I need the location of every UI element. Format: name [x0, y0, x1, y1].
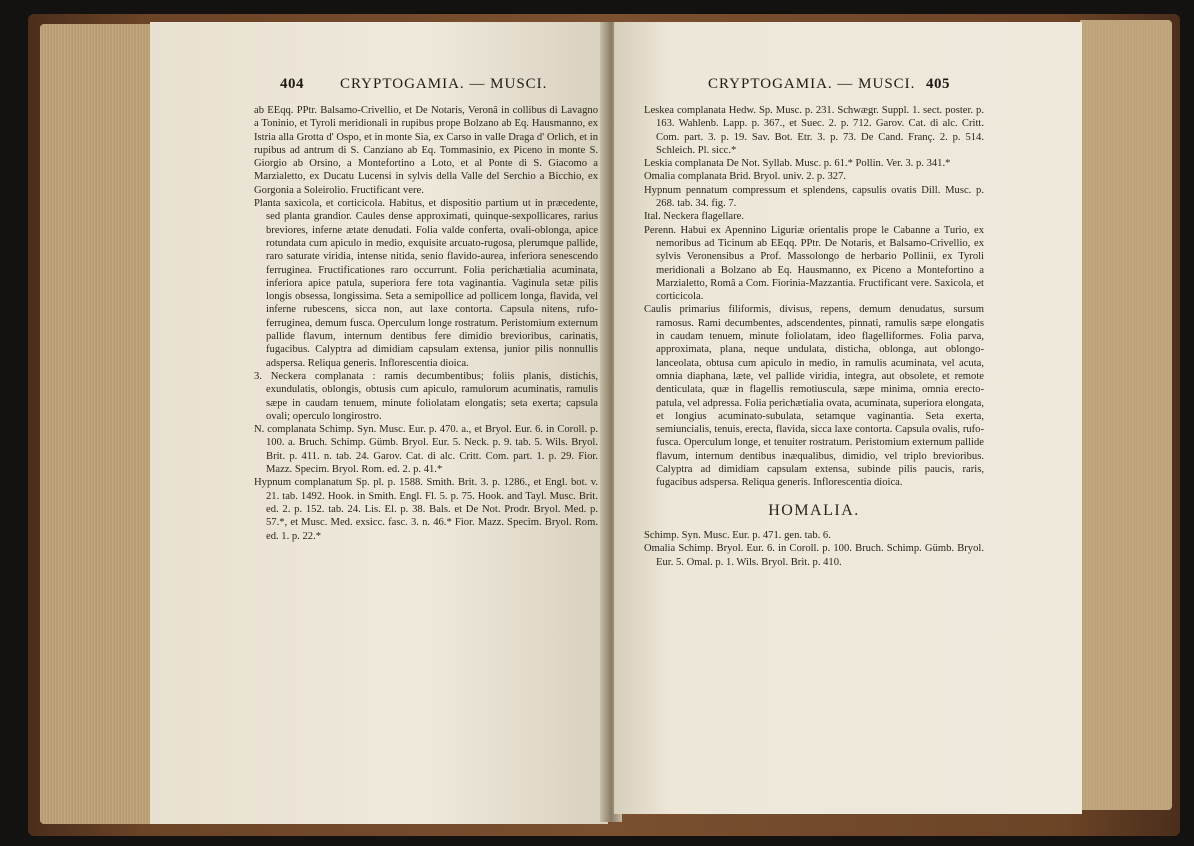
paragraph: Planta saxicola, et corticicola. Habitus, et dispositio partium ut in præcedente, sed planta grandior. Caules dense approximati, quinque-sexpollicares, rarius breviores, inferne ætate denudati. Folia valde conferta, ovali-oblonga, apice rotundata cum apiculo in medio, exquisite arcuato-rugosa, plerumque pallide, raro saturate viridia, intense nitida, senio flavido-aurea, inferiora senescendo ferruginea. Fructificationes raro occurrunt. Folia perichætialia acuminata, inferiora apice patula, superiora fere tota vaginantia. Vaginula setæ pilis longis obsessa, longissima. Seta a semipollice ad pollicem longa, flavida, vel inferne rubescens, sicca non, aut laxe contorta. Capsula nitens, rufo-ferruginea, demum fusca. Operculum longe rostratum. Peristomium externum pallide flavum, internum dentibus fere dimidio brevioribus, carinatis, fugacibus. Calyptra ad dimidiam capsulam extensa, junior pilis nonnullis adspersa. Reliqua generis. Inflorescentia dioica.: [254, 198, 598, 369]
paragraph: Omalia Schimp. Bryol. Eur. 6. in Coroll. p. 100. Bruch. Schimp. Gümb. Bryol. Eur. 5. Omal. p. 1. Wils. Bryol. Brit. p. 410.: [644, 543, 984, 568]
left-page-number: 404: [280, 76, 304, 92]
right-running-head: CRYPTOGAMIA. — MUSCI.: [708, 76, 916, 92]
right-page-text: [644, 104, 984, 569]
left-running-head: CRYPTOGAMIA. — MUSCI.: [340, 76, 548, 92]
paragraph: Ital. Neckera flagellare.: [644, 211, 744, 223]
paragraph: Leskea complanata Hedw. Sp. Musc. p. 231. Schwægr. Suppl. 1. sect. poster. p. 163. Wahlenb. Lapp. p. 367., et Suec. 2. p. 712. Garov. Cat. di alc. Critt. Com. part. 3. p. 19. Sav. Bot. Etr. 3. p. 73. De Cand. Franç. 2. p. 514. Schleich. Pl. sicc.*: [644, 105, 984, 156]
right-page: [614, 22, 1082, 814]
paragraph: Hypnum pennatum compressum et splendens, capsulis ovatis Dill. Musc. p. 268. tab. 34. fig. 7.: [644, 184, 984, 210]
paragraph: Perenn. Habui ex Apennino Liguriæ orientalis prope le Cabanne a Turio, ex nemoribus ad Ticinum ab EEqq. PPtr. De Notaris, et Balsamo-Crivellio, ex sylvis Veronensibus a Prof. Massolongo de herbario Pollinii, ex Tyroli meridionali a Bolzano ab Eq. Hausmanno, ex Piceno a Montefortino a Marzialetto, Româ a Com. Fiorinia-Mazzantia. Fructificant vere. Saxicola, et corticicola.: [644, 224, 984, 303]
right-page-edges: [1080, 20, 1172, 810]
paragraph: Schimp. Syn. Musc. Eur. p. 471. gen. tab. 6.: [644, 529, 831, 541]
left-page-edges: [40, 24, 150, 824]
paragraph: Hypnum complanatum Sp. pl. p. 1588. Smith. Brit. 3. p. 1286., et Engl. bot. v. 21. tab. 1492. Hook. in Smith. Engl. Fl. 5. p. 75. Hook. and Tayl. Musc. Brit. ed. 2. p. 152. tab. 24. Lis. El. p. 38. Bals. et De Not. Prodr. Bryol. Med. p. 57.*, et Musc. Med. exsicc. fasc. 3. n. 46.* Fior. Mazz. Specim. Bryol. Rom. ed. 1. p. 22.*: [254, 477, 598, 542]
paragraph: Leskia complanata De Not. Syllab. Musc. p. 61.* Pollin. Ver. 3. p. 341.*: [644, 158, 951, 170]
paragraph: N. complanata Schimp. Syn. Musc. Eur. p. 470. a., et Bryol. Eur. 6. in Coroll. p. 100. a. Bruch. Schimp. Gümb. Bryol. Eur. 5. Neck. p. 9. tab. 5. Wils. Bryol. Brit. p. 411. n. tab. 24. Garov. Cat. di alc. Critt. Com. part. 1. p. 29. Fior. Mazz. Specim. Bryol. Rom. ed. 2. p. 41.*: [254, 424, 598, 476]
paragraph: Omalia complanata Brid. Bryol. univ. 2. p. 327.: [644, 171, 847, 183]
section-heading: HOMALIA.: [768, 501, 860, 519]
paragraph: 3. Neckera complanata : ramis decumbentibus; foliis planis, distichis, exundulatis, oblongis, obtusis cum apiculo, ramulorum acuminatis, ramulis sæpe in caudam tenuem, minute foliolatam elongatis; seta exerta; capsula ovali; operculo longirostro.: [254, 370, 598, 422]
left-page-text: [254, 104, 598, 543]
right-page-number: 405: [926, 76, 950, 92]
paragraph: Caulis primarius filiformis, divisus, repens, demum denudatus, sursum ramosus. Rami decumbentes, adscendentes, pinnati, ramulis sæpe elongatis in caudam tenuem, minute foliolatam, ideo flagelliformes. Folia parva, approximata, plana, neque undulata, disticha, oblonga, aut oblongo-lanceolata, obtusa cum apiculo in medio, in ramulis acuminata, vel acuta, omnia diaphana, læte, vel pallide viridia, integra, aut obsolete, et remote denticulata, quæ in flagellis remotiuscula, sæpe minima, omnia erecto-patula, vel adpressa. Folia perichætialia ovata, acuminata, superiora elongata, et longius acuminato-subulata, setamque vaginantia. Seta exerta, semiuncialis, tenuis, erecta, flavida, sicca laxe contorta. Capsula ovalis, rufo-fusca. Operculum longe, et tenuiter rostratum. Peristomium externum pallide flavum, internum dentibus inæqualibus, dimidio, vel triplo brevioribus. Calyptra ad dimidiam capsulam extensa, subinde pilis paucis, raris, fugacibus adspersa. Reliqua generis. Inflorescentia dioica.: [644, 304, 984, 489]
paragraph: ab EEqq. PPtr. Balsamo-Crivellio, et De Notaris, Veronâ in collibus di Lavagno a Toninio, et Tyroli meridionali in rupibus prope Bolzano ab Eq. Hausmanno, ex Istria alla Grotta d' Ospo, et in monte Sia, ex Carso in valle Draga d' Orlich, et in rupibus ad antrum di S. Canziano ab Eq. Tommasinio, ex Piceno in monte S. Giorgio ab Orsino, a Montefortino a Loto, et al Ponte di S. Giacomo a Marzialetto, ex Ducatu Lucensi in sylvis della Valle del Serchio a Bicchio, ex Gorgonia a Soleirolio. Fructificant vere.: [254, 105, 598, 196]
left-page: [150, 22, 608, 824]
